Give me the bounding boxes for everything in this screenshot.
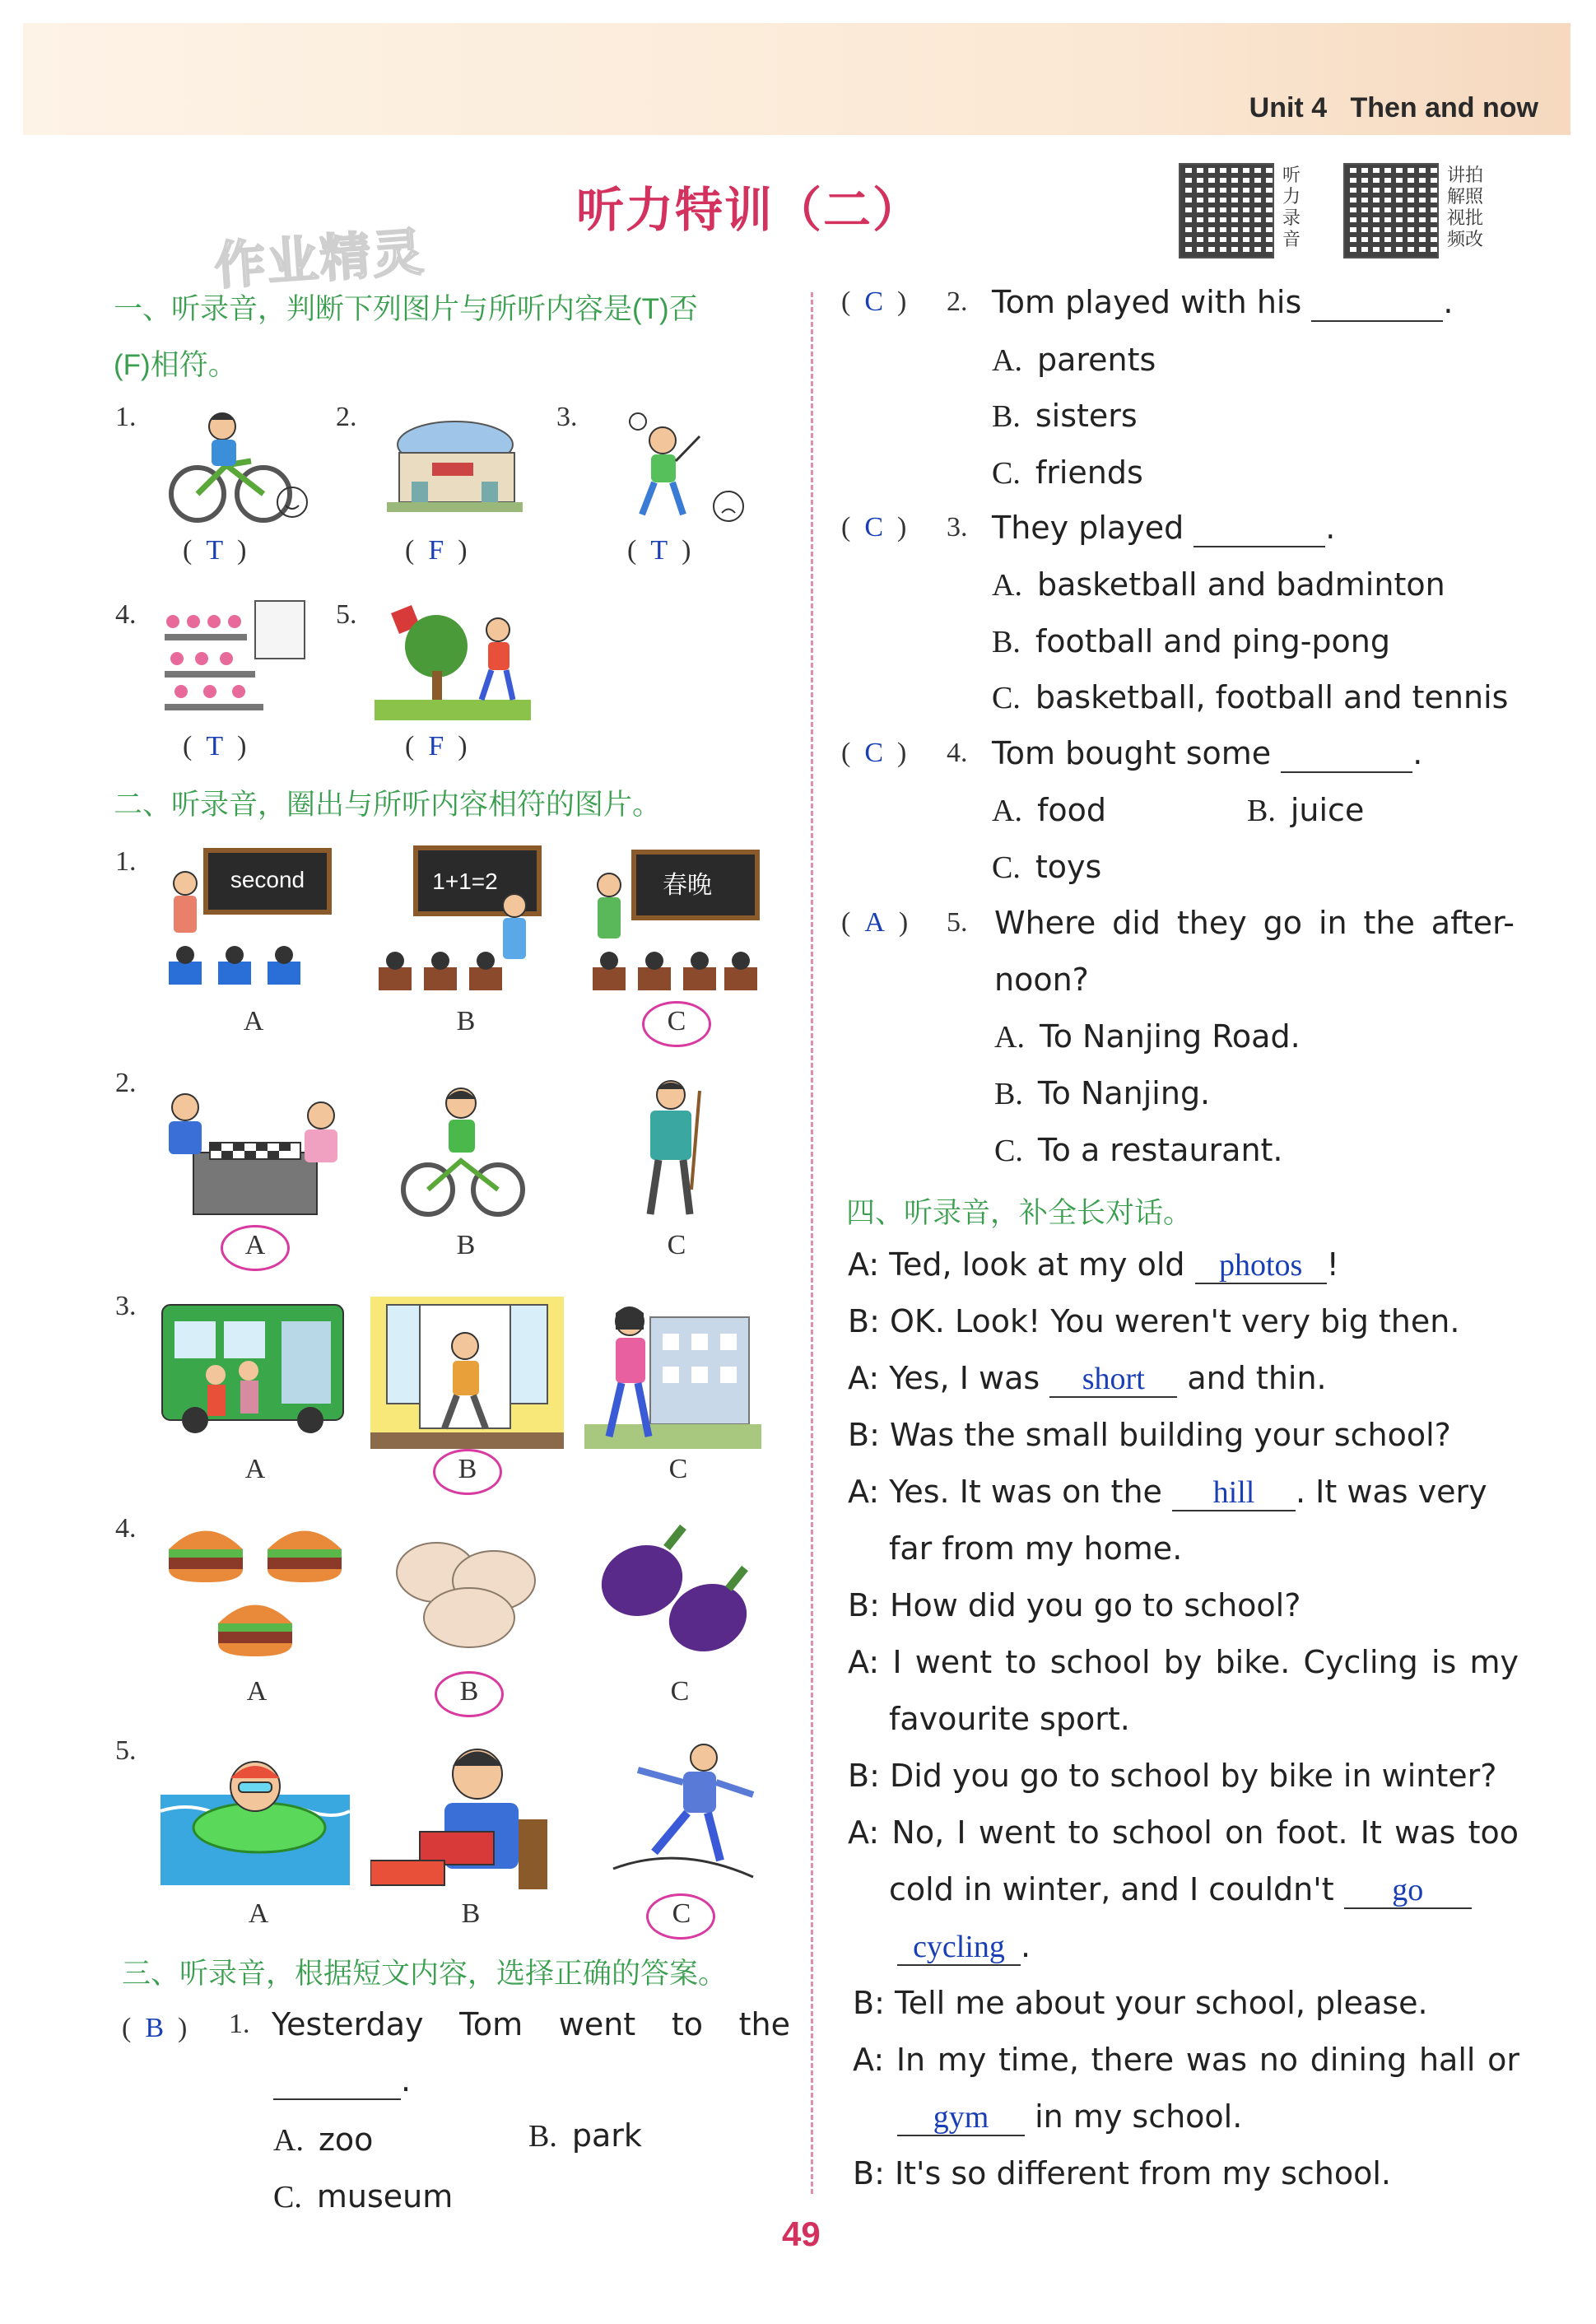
boy-swimming-icon xyxy=(161,1745,350,1885)
s3-q5-option-b[interactable]: B. To Nanjing. xyxy=(994,1075,1211,1111)
s2-row4-answer-circle[interactable] xyxy=(435,1671,504,1717)
s3-q4-stem: Tom bought some . xyxy=(992,735,1423,771)
s1-item5-number: 5. xyxy=(336,599,357,630)
dialog-line-14: B: Tell me about your school, please. xyxy=(853,1985,1428,2021)
s3-q1-answer[interactable]: B xyxy=(145,2013,165,2043)
unit-title: Unit 4 Then and now xyxy=(1249,92,1538,123)
qr-audio-label: 听力录音 xyxy=(1282,165,1301,249)
dialog-blank-5[interactable]: cycling xyxy=(897,1931,1021,1966)
dialog-blank-4[interactable]: go xyxy=(1344,1875,1472,1909)
boy-badminton-sad-icon xyxy=(605,403,753,527)
eggs-icon xyxy=(391,1539,547,1651)
s2-row4-number: 4. xyxy=(115,1513,137,1544)
man-playing-erhu-icon xyxy=(626,1074,724,1223)
kids-boarding-bus-icon xyxy=(158,1297,347,1445)
s3-q3-option-c[interactable]: C. basketball, football and tennis xyxy=(992,679,1509,715)
s3-q2-number: 2. xyxy=(947,286,968,317)
dialog-line-16: gym in my school. xyxy=(897,2098,1242,2136)
dialog-line-3: A: Yes, I was short and thin. xyxy=(848,1360,1327,1396)
dialog-line-11: A: No, I went to school on foot. It was too xyxy=(848,1814,1519,1851)
qr-video-label: 讲拍解照视批频改 xyxy=(1447,165,1484,249)
page-number: 49 xyxy=(782,2215,821,2253)
dialog-line-10: B: Did you go to school by bike in winter? xyxy=(848,1758,1497,1794)
s1-item3-answer[interactable]: T xyxy=(650,535,668,566)
watermark: 作业精灵 xyxy=(212,224,427,296)
s3-q4-number: 4. xyxy=(947,738,968,768)
dialog-line-9: favourite sport. xyxy=(889,1701,1130,1737)
section2-heading: 二、听录音，圈出与所听内容相符的图片。 xyxy=(114,789,662,821)
library-building-icon xyxy=(383,412,527,519)
s2-row1-label-b: B xyxy=(456,1006,476,1036)
dialog-line-12: cold in winter, and I couldn't go xyxy=(889,1871,1472,1909)
s2-row2-number: 2. xyxy=(115,1068,137,1098)
s1-item5-answer[interactable]: F xyxy=(428,731,444,761)
s2-row4-label-a: A xyxy=(246,1676,268,1707)
s3-q5-option-a[interactable]: A. To Nanjing Road. xyxy=(994,1018,1301,1055)
s3-q2-answer[interactable]: C xyxy=(864,286,884,317)
s3-q5-answer-box: ( A ) xyxy=(841,907,909,938)
s3-q4-option-c[interactable]: C. toys xyxy=(992,849,1102,885)
s2-row5-label-a: A xyxy=(248,1898,269,1929)
s2-row1-number: 1. xyxy=(115,846,137,877)
dialog-blank-1[interactable]: photos xyxy=(1195,1250,1327,1284)
s1-item5-answer-box: ( F ) xyxy=(405,731,468,761)
s3-q3-option-a[interactable]: A. basketball and badminton xyxy=(992,566,1445,603)
dialog-blank-3[interactable]: hill xyxy=(1172,1477,1296,1511)
s2-row3-label-a: A xyxy=(244,1454,266,1484)
boy-cycling-happy-icon xyxy=(161,403,309,527)
dialog-line-15: A: In my time, there was no dining hall or xyxy=(853,2042,1519,2078)
woman-walking-city-icon xyxy=(584,1301,761,1449)
dialog-line-6: far from my home. xyxy=(889,1530,1183,1567)
s3-q4-answer-box: ( C ) xyxy=(841,738,907,768)
s1-item3-number: 3. xyxy=(556,402,578,432)
s2-row3-answer-circle[interactable] xyxy=(433,1449,502,1495)
s1-item1-number: 1. xyxy=(115,402,137,432)
s3-q2-option-c[interactable]: C. friends xyxy=(992,454,1143,491)
hamburgers-icon xyxy=(161,1516,346,1660)
board-text-b: 1+1=2 xyxy=(432,869,498,894)
s3-q5-stem2: noon? xyxy=(994,962,1089,998)
section3-heading: 三、听录音，根据短文内容，选择正确的答案。 xyxy=(122,1958,728,1990)
s2-row2-label-c: C xyxy=(667,1230,686,1260)
teacher-blackboard-a-icon xyxy=(161,846,333,999)
s2-row5-number: 5. xyxy=(115,1735,137,1766)
s1-item1-answer[interactable]: T xyxy=(206,535,224,566)
s1-item4-number: 4. xyxy=(115,599,137,630)
page-title: 听力特训（二） xyxy=(576,184,923,237)
dialog-line-13: cycling . xyxy=(897,1928,1031,1966)
girl-leaving-train-icon xyxy=(370,1297,564,1449)
s3-q1-answer-box: ( B ) xyxy=(122,2013,188,2043)
boy-riding-bike-icon xyxy=(399,1078,531,1223)
s3-q4-answer[interactable]: C xyxy=(864,738,884,768)
teacher-blackboard-c-icon xyxy=(589,848,761,1000)
s2-row2-answer-circle[interactable] xyxy=(221,1225,290,1271)
section1-heading-line1: 一、听录音，判断下列图片与所听内容是(T)否 xyxy=(114,293,698,325)
dialog-blank-6[interactable]: gym xyxy=(897,2102,1025,2136)
dialog-line-7: B: How did you go to school? xyxy=(848,1587,1301,1623)
classroom-students-icon xyxy=(156,597,313,720)
dialog-line-17: B: It's so different from my school. xyxy=(853,2155,1391,2191)
s2-row1-label-c: C xyxy=(667,1006,686,1036)
s3-q4-option-a[interactable]: A. food xyxy=(992,792,1106,828)
dialog-line-8: A: I went to school by bike. Cycling is my xyxy=(848,1644,1519,1680)
board-text-a: second xyxy=(230,867,305,892)
teacher-blackboard-b-icon xyxy=(375,844,547,1000)
s3-q1-option-b[interactable]: B. park xyxy=(528,2117,642,2154)
boy-kite-tree-icon xyxy=(375,597,531,720)
section1-heading-line2: (F)相符。 xyxy=(114,349,237,381)
s3-q5-answer[interactable]: A xyxy=(864,907,885,938)
s1-item2-answer[interactable]: F xyxy=(428,535,444,566)
s3-q5-number: 5. xyxy=(947,907,968,938)
s2-row2-label-a: A xyxy=(244,1230,266,1260)
s3-q1-option-a[interactable]: A. zoo xyxy=(273,2121,374,2158)
s3-q1-option-c[interactable]: C. museum xyxy=(273,2178,454,2215)
s3-q3-number: 3. xyxy=(947,512,968,543)
s2-row4-label-b: B xyxy=(459,1676,479,1707)
section4-heading: 四、听录音，补全长对话。 xyxy=(846,1197,1193,1229)
s3-q2-option-b[interactable]: B. sisters xyxy=(992,398,1138,434)
s2-row4-label-c: C xyxy=(670,1676,690,1707)
s2-row5-label-c: C xyxy=(672,1898,691,1929)
s2-row5-label-b: B xyxy=(461,1898,481,1929)
dialog-blank-2[interactable]: short xyxy=(1049,1363,1177,1398)
s1-item2-answer-box: ( F ) xyxy=(405,535,468,566)
qr-code-video-icon[interactable] xyxy=(1343,163,1439,258)
s3-q3-answer[interactable]: C xyxy=(864,512,884,543)
boy-reading-book-icon xyxy=(370,1737,560,1889)
s3-q4-option-b[interactable]: B. juice xyxy=(1247,792,1365,828)
s3-q1-stem: Yesterday Tom went to the xyxy=(272,2006,790,2042)
s2-row2-label-b: B xyxy=(456,1230,476,1260)
dialog-line-5: A: Yes. It was on the hill . It was very xyxy=(848,1474,1487,1510)
dialog-line-4: B: Was the small building your school? xyxy=(848,1417,1451,1453)
girl-skating-icon xyxy=(605,1737,757,1885)
board-text-c: 春晚 xyxy=(663,871,712,900)
s1-item2-number: 2. xyxy=(336,402,357,432)
column-divider xyxy=(811,292,813,2194)
s3-q1-blank: . xyxy=(273,2062,411,2100)
kids-playing-chess-icon xyxy=(161,1087,350,1218)
eggplants-icon xyxy=(593,1515,761,1659)
s1-item1-answer-box: ( T ) xyxy=(183,535,247,566)
qr-code-audio-icon[interactable] xyxy=(1179,163,1274,258)
s1-item4-answer[interactable]: T xyxy=(206,731,224,761)
s3-q2-option-a[interactable]: A. parents xyxy=(992,342,1156,378)
s3-q3-stem: They played . xyxy=(992,510,1336,546)
s2-row3-number: 3. xyxy=(115,1291,137,1321)
s2-row1-answer-circle[interactable] xyxy=(642,1001,711,1047)
s2-row5-answer-circle[interactable] xyxy=(646,1893,715,1940)
dialog-line-1: A: Ted, look at my old photos ! xyxy=(848,1246,1339,1283)
s3-q5-option-c[interactable]: C. To a restaurant. xyxy=(994,1132,1283,1168)
s3-q5-stem: Where did they go in the after- xyxy=(994,905,1515,941)
dialog-line-2: B: OK. Look! You weren't very big then. xyxy=(848,1303,1460,1339)
s2-row1-label-a: A xyxy=(243,1006,264,1036)
s3-q2-stem: Tom played with his . xyxy=(992,284,1454,320)
s3-q3-option-b[interactable]: B. football and ping-pong xyxy=(992,623,1390,659)
s1-item4-answer-box: ( T ) xyxy=(183,731,247,761)
s2-row3-label-c: C xyxy=(668,1454,688,1484)
s3-q2-answer-box: ( C ) xyxy=(841,286,907,317)
s3-q3-answer-box: ( C ) xyxy=(841,512,907,543)
s1-item3-answer-box: ( T ) xyxy=(627,535,691,566)
s2-row3-label-b: B xyxy=(458,1454,477,1484)
s3-q1-number: 1. xyxy=(229,2009,250,2039)
